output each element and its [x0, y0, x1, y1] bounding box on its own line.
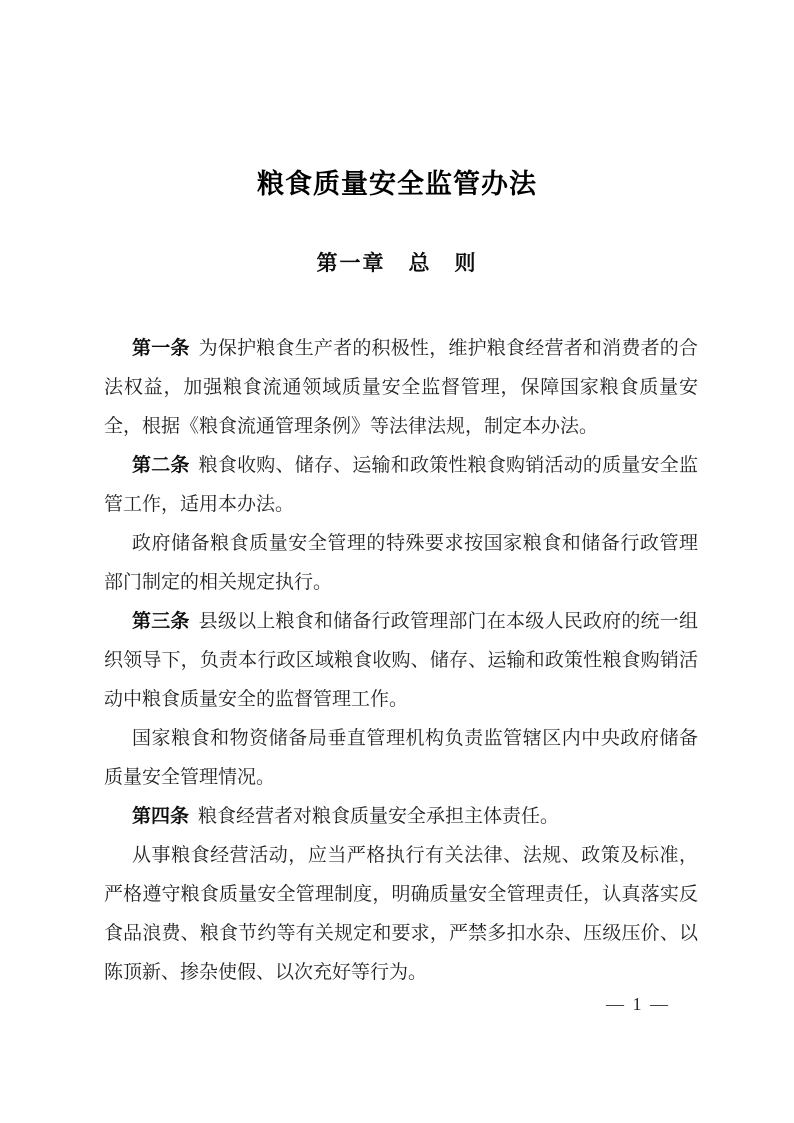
page-number: — 1 —: [606, 994, 670, 1014]
article-text: 从事粮食经营活动，应当严格执行有关法律、法规、政策及标准，严格遵守粮食质量安全管理制度，明确质量安全管理责任，认真落实反食品浪费、粮食节约等有关规定和要求，严禁多扣水杂、压级压价、以陈顶新、掺杂使假、以次充好等行为。: [104, 845, 698, 983]
article-paragraph: [104, 602, 698, 719]
article-paragraph: [104, 524, 698, 602]
article-paragraph: [104, 836, 698, 992]
article-text: 县级以上粮食和储备行政管理部门在本级人民政府的统一组织领导下，负责本行政区域粮食收购、储存、运输和政策性粮食购销活动中粮食质量安全的监督管理工作。: [104, 611, 698, 710]
article-text: 粮食经营者对粮食质量安全承担主体责任。: [198, 806, 560, 827]
article-number-label: 第四条: [132, 806, 190, 827]
article-text: 国家粮食和物资储备局垂直管理机构负责监管辖区内中央政府储备质量安全管理情况。: [104, 728, 698, 788]
article-number-label: 第三条: [132, 611, 190, 632]
article-paragraph: [104, 446, 698, 524]
article-paragraph: [104, 719, 698, 797]
document-title: 粮食质量安全监管办法: [257, 169, 537, 199]
article-paragraph: [104, 797, 698, 836]
chapter-heading: 第一章 总 则: [316, 252, 478, 275]
article-number-label: 第二条: [132, 455, 190, 476]
article-text: 政府储备粮食质量安全管理的特殊要求按国家粮食和储备行政管理部门制定的相关规定执行。: [104, 533, 698, 593]
article-number-label: 第一条: [132, 338, 190, 359]
article-text: 为保护粮食生产者的积极性，维护粮食经营者和消费者的合法权益，加强粮食流通领域质量安全监督管理，保障国家粮食质量安全，根据《粮食流通管理条例》等法律法规，制定本办法。: [104, 338, 698, 437]
document-body: [104, 329, 698, 992]
article-paragraph: [104, 329, 698, 446]
article-text: 粮食收购、储存、运输和政策性粮食购销活动的质量安全监管工作，适用本办法。: [104, 455, 698, 515]
